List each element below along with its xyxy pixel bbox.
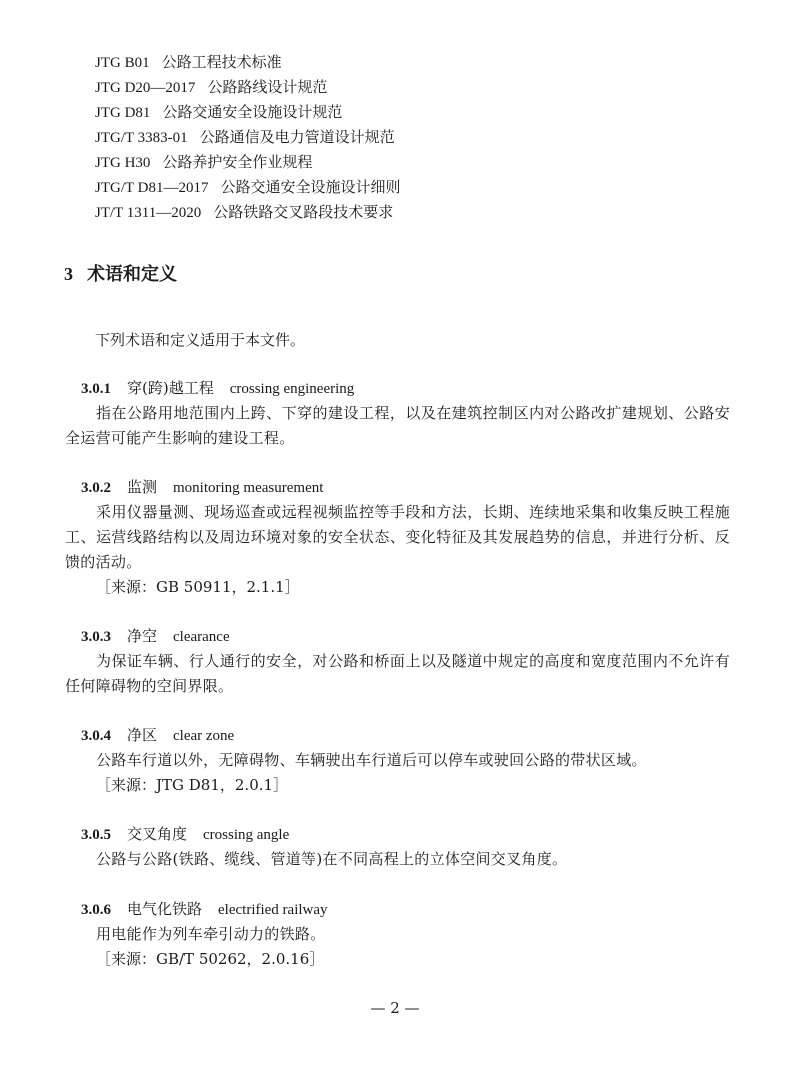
term-chinese: 净区 <box>127 726 158 744</box>
reference-item <box>95 75 401 100</box>
section-heading <box>64 260 177 289</box>
reference-title: 公路路线设计规范 <box>207 78 328 96</box>
reference-title: 公路工程技术标准 <box>161 53 282 71</box>
term-english: clearance <box>173 629 230 645</box>
reference-code: JTG D20—2017 <box>95 80 196 96</box>
term-header <box>65 624 730 649</box>
term-entry <box>65 897 730 972</box>
term-header <box>65 822 730 847</box>
page-number: — 2 — <box>370 999 420 1017</box>
term-definition: 公路与公路(铁路、缆线、管道等)在不同高程上的立体空间交叉角度。 <box>96 850 568 868</box>
term-entry <box>65 723 730 798</box>
reference-title: 公路养护安全作业规程 <box>162 153 313 171</box>
reference-title: 公路交通安全设施设计细则 <box>220 178 401 196</box>
reference-title: 公路铁路交叉路段技术要求 <box>213 203 394 221</box>
term-number: 3.0.4 <box>81 728 111 744</box>
reference-code: JTG/T D81—2017 <box>95 180 209 196</box>
term-number: 3.0.5 <box>81 827 111 843</box>
term-number: 3.0.6 <box>81 902 111 918</box>
term-english: crossing angle <box>203 827 290 843</box>
term-chinese: 穿(跨)越工程 <box>127 379 214 397</box>
term-source: ［来源：GB 50911，2.1.1］ <box>96 578 300 596</box>
term-chinese: 净空 <box>127 627 158 645</box>
term-definition: 采用仪器量测、现场巡查或远程视频监控等手段和方法，长期、连续地采集和收集反映工程施工、运营线路结构以及周边环境对象的安全状态、变化特征及其发展趋势的信息，并进行分析、反馈的活动。 <box>65 503 730 571</box>
term-number: 3.0.2 <box>81 480 111 496</box>
section-intro: 下列术语和定义适用于本文件。 <box>95 331 306 349</box>
reference-item <box>95 175 401 200</box>
term-definition: 指在公路用地范围内上跨、下穿的建设工程，以及在建筑控制区内对公路改扩建规划、公路安全运营可能产生影响的建设工程。 <box>65 404 730 447</box>
term-english: electrified railway <box>218 902 328 918</box>
reference-item <box>95 150 401 175</box>
term-english: crossing engineering <box>229 381 355 397</box>
term-entry <box>65 376 730 451</box>
section-title: 术语和定义 <box>87 264 177 285</box>
reference-code: JTG/T 3383-01 <box>95 130 188 146</box>
term-source: ［来源：GB/T 50262，2.0.16］ <box>96 950 325 968</box>
section-number: 3 <box>64 264 73 284</box>
term-entry <box>65 475 730 600</box>
reference-item <box>95 50 401 75</box>
term-chinese: 电气化铁路 <box>127 900 203 918</box>
reference-item <box>95 100 401 125</box>
term-english: monitoring measurement <box>173 480 324 496</box>
term-header <box>65 475 730 500</box>
term-chinese: 交叉角度 <box>127 825 188 843</box>
reference-code: JT/T 1311—2020 <box>95 205 202 221</box>
term-chinese: 监测 <box>127 478 158 496</box>
term-number: 3.0.1 <box>81 381 111 397</box>
normative-references-list <box>95 50 401 225</box>
term-entry <box>65 822 730 872</box>
term-header <box>65 897 730 922</box>
term-english: clear zone <box>173 728 235 744</box>
reference-code: JTG B01 <box>95 55 150 71</box>
term-definition: 公路车行道以外，无障碍物、车辆驶出车行道后可以停车或驶回公路的带状区域。 <box>96 751 647 769</box>
term-number: 3.0.3 <box>81 629 111 645</box>
reference-item <box>95 125 401 150</box>
reference-title: 公路交通安全设施设计规范 <box>162 103 343 121</box>
term-header <box>65 723 730 748</box>
reference-item <box>95 200 401 225</box>
reference-code: JTG H30 <box>95 155 151 171</box>
term-source: ［来源：JTG D81，2.0.1］ <box>96 776 289 794</box>
reference-code: JTG D81 <box>95 105 151 121</box>
term-definition: 用电能作为列车牵引动力的铁路。 <box>96 925 326 943</box>
reference-title: 公路通信及电力管道设计规范 <box>199 128 395 146</box>
term-definition: 为保证车辆、行人通行的安全，对公路和桥面上以及隧道中规定的高度和宽度范围内不允许有任何障碍物的空间界限。 <box>65 652 730 695</box>
term-header <box>65 376 730 401</box>
term-entry <box>65 624 730 699</box>
